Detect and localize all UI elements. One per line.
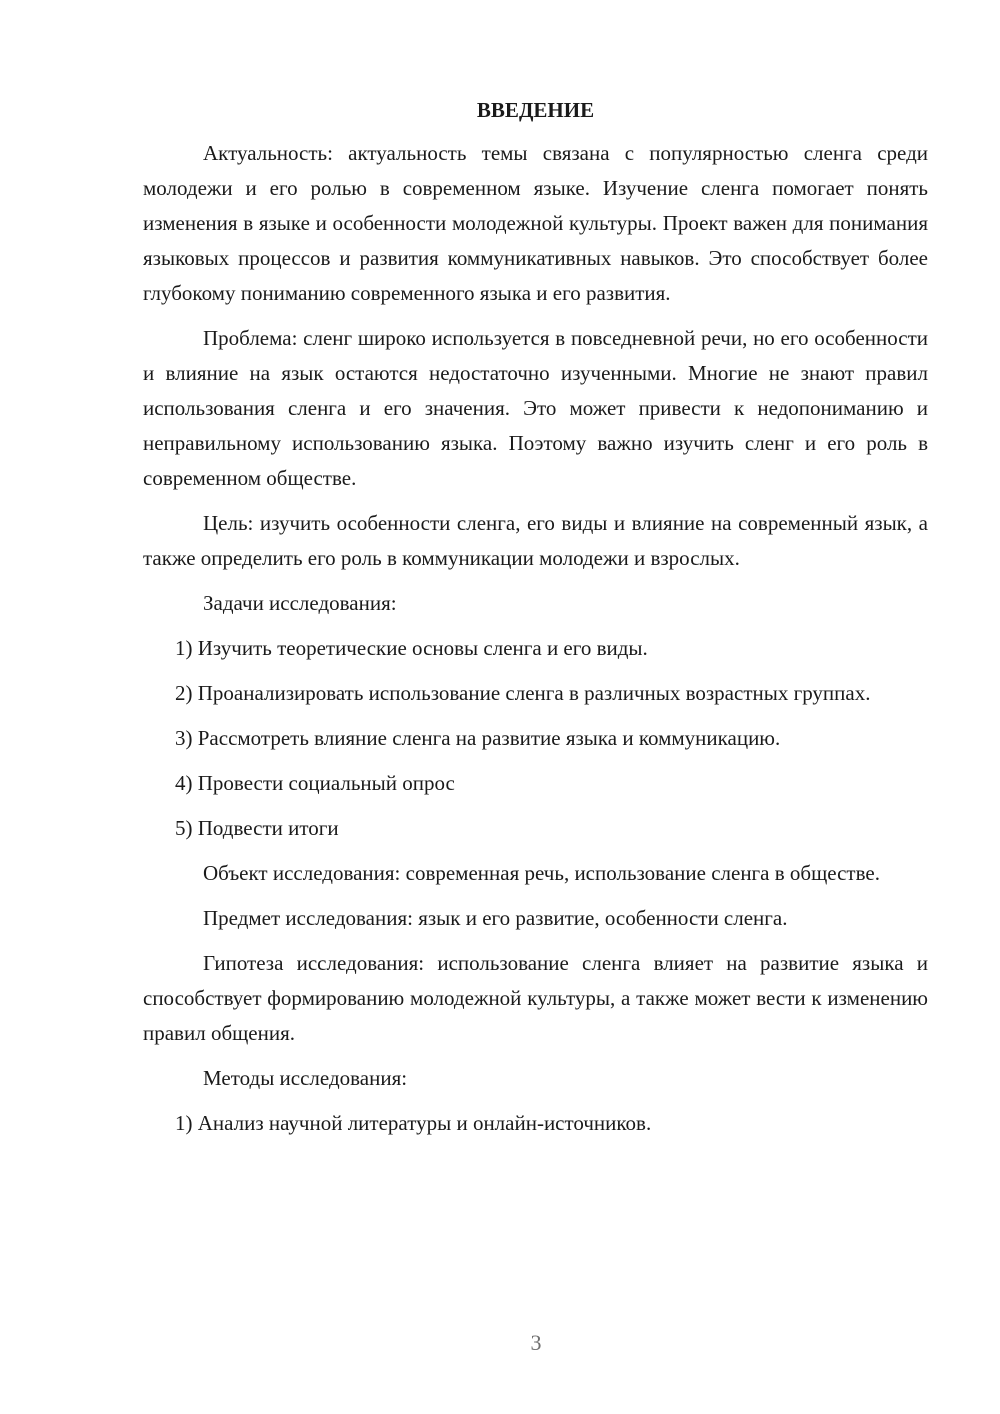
relevance-paragraph: Актуальность: актуальность темы связана с популярностью сленга среди молодежи и его ролью в современном языке. Изучение сленга помогает понять изменения в языке и особенности молодежной культуры. Проект важен для понимания языковых процессов и развития коммуникативных навыков. Это способствует более глубокому пониманию современного языка и его развития. (143, 141, 928, 305)
task-item-4: 4) Провести социальный опрос (175, 771, 455, 795)
subject-paragraph: Предмет исследования: язык и его развитие, особенности сленга. (203, 906, 788, 930)
section-title: ВВЕДЕНИЕ (476, 98, 595, 122)
method-item-1: 1) Анализ научной литературы и онлайн-источников. (175, 1111, 652, 1135)
object-paragraph: Объект исследования: современная речь, использование сленга в обществе. (203, 861, 880, 885)
page-number: 3 (530, 1330, 542, 1355)
task-item-5: 5) Подвести итоги (175, 816, 339, 840)
hypothesis-paragraph: Гипотеза исследования: использование сленга влияет на развитие языка и способствует формированию молодежной культуры, а также может вести к изменению правил общения. (143, 951, 928, 1045)
task-item-3: 3) Рассмотреть влияние сленга на развитие языка и коммуникацию. (175, 726, 781, 750)
task-item-1: 1) Изучить теоретические основы сленга и его виды. (175, 636, 648, 660)
document-page (143, 95, 928, 1151)
goal-paragraph: Цель: изучить особенности сленга, его виды и влияние на современный язык, а также определить его роль в коммуникации молодежи и взрослых. (143, 511, 928, 570)
problem-paragraph: Проблема: сленг широко используется в повседневной речи, но его особенности и влияние на язык остаются недостаточно изученными. Многие не знают правил использования сленга и его значения. Это может привести к недопониманию и неправильному использованию языка. Поэтому важно изучить сленг и его роль в современном обществе. (143, 326, 928, 490)
methods-heading: Методы исследования: (203, 1066, 408, 1090)
task-item-2: 2) Проанализировать использование сленга в различных возрастных группах. (175, 681, 871, 705)
tasks-heading: Задачи исследования: (203, 591, 397, 615)
